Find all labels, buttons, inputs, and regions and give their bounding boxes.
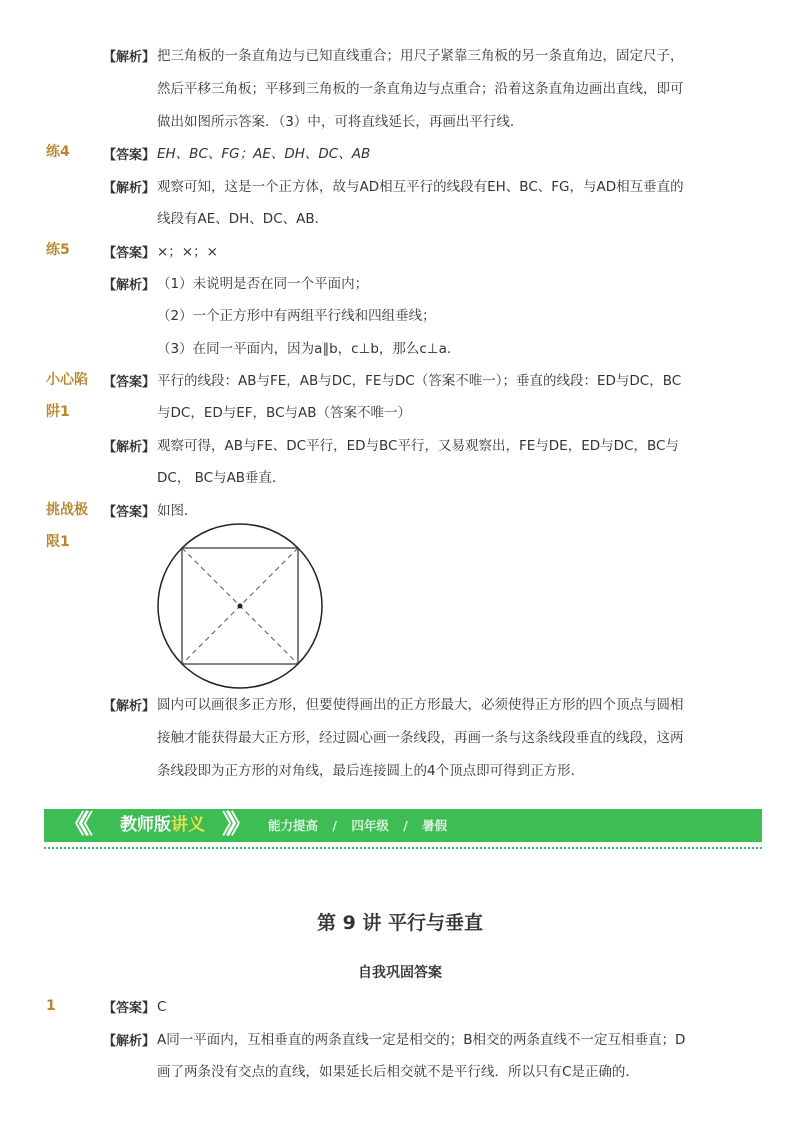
answer-label: 【答案】 — [103, 1001, 156, 1016]
analysis-line: 接触才能获得最大正方形，经过圆心画一条线段，再画一条与这条线段垂直的线段，这两 — [157, 730, 684, 746]
answer-label: 【答案】 — [103, 148, 156, 163]
answer-text: ×；×；× — [157, 244, 218, 260]
breadcrumb-separator: / — [403, 818, 408, 833]
chapter-title: 第 9 讲 平行与垂直 — [316, 912, 484, 934]
answer-label: 【答案】 — [103, 246, 156, 261]
exercise-number: 练4 — [46, 144, 70, 160]
question-number: 1 — [46, 998, 56, 1014]
chapter-subtitle: 自我巩固答案 — [358, 965, 442, 981]
analysis-line: 观察可知，这是一个正方体，故与AD相互平行的线段有EH、BC、FG，与AD相互垂直的 — [157, 179, 684, 195]
analysis-line: （3）在同一平面内，因为a∥b，c⊥b，那么c⊥a. — [157, 341, 452, 357]
analysis-line: 把三角板的一条直角边与已知直线重合；用尺子紧靠三角板的另一条直角边，固定尺子， — [157, 48, 684, 64]
analysis-line: A同一平面内，互相垂直的两条直线一定是相交的；B相交的两条直线不一定互相垂直；D — [157, 1032, 686, 1048]
analysis-line: 圆内可以画很多正方形，但要使得画出的正方形最大，必须使得正方形的四个顶点与圆相 — [157, 697, 684, 713]
exercise-number: 限1 — [46, 534, 70, 550]
answer-line: 平行的线段：AB与FE，AB与DC，FE与DC（答案不唯一）；垂直的线段：ED与DC，BC — [157, 373, 682, 389]
breadcrumb-item: 四年级 — [351, 818, 389, 833]
answer-label: 【答案】 — [103, 375, 156, 390]
answer-text: 如图． — [157, 503, 198, 519]
exercise-number: 阱1 — [46, 404, 70, 420]
analysis-line: 画了两条没有交点的直线，如果延长后相交就不是平行线．所以只有C是正确的． — [157, 1064, 639, 1080]
analysis-line: 然后平移三角板；平移到三角板的一条直角边与点重合；沿着这条直角边画出直线，即可 — [157, 81, 684, 97]
answer-text: C — [157, 999, 167, 1015]
answer-line: 与DC，ED与EF，BC与AB（答案不唯一） — [157, 405, 411, 421]
analysis-label: 【解析】 — [103, 278, 156, 293]
exercise-number: 挑战极 — [46, 502, 88, 518]
analysis-line: 线段有AE、DH、DC、AB． — [157, 211, 329, 227]
inscribed-square-figure — [152, 521, 324, 693]
analysis-line: （1）未说明是否在同一个平面内； — [157, 276, 369, 292]
analysis-label: 【解析】 — [103, 50, 156, 65]
breadcrumb-separator: / — [332, 818, 337, 833]
banner-title-main: 教师版 — [120, 815, 171, 835]
analysis-line: 做出如图所示答案．（3）中，可将直线延长，再画出平行线. — [157, 114, 515, 130]
chevron-left-icon: 《《 — [62, 810, 86, 840]
banner-title — [120, 813, 205, 838]
analysis-label: 【解析】 — [103, 440, 156, 455]
breadcrumb-item: 能力提高 — [268, 818, 319, 833]
answer-text: EH、BC、FG；AE、DH、DC、AB — [157, 146, 371, 162]
analysis-line: （2）一个正方形中有两组平行线和四组垂线； — [157, 308, 436, 324]
analysis-label: 【解析】 — [103, 181, 156, 196]
analysis-label: 【解析】 — [103, 699, 156, 714]
answer-label: 【答案】 — [103, 505, 156, 520]
exercise-number: 练5 — [46, 242, 70, 258]
chevron-right-icon: 》》 — [222, 810, 246, 840]
breadcrumb — [268, 817, 457, 835]
center-point — [238, 604, 243, 609]
analysis-line: 观察可得，AB与FE、DC平行，ED与BC平行，又易观察出，FE与DE，ED与DC，BC与 — [157, 438, 679, 454]
analysis-label: 【解析】 — [103, 1034, 156, 1049]
analysis-line: 条线段即为正方形的对角线，最后连接圆上的4个顶点即可得到正方形． — [157, 763, 585, 779]
banner-title-accent: 讲义 — [171, 815, 205, 835]
exercise-number: 小心陷 — [46, 372, 88, 388]
analysis-line: DC， BC与AB垂直． — [157, 470, 286, 486]
breadcrumb-item: 暑假 — [422, 818, 448, 833]
dotted-divider — [44, 847, 762, 849]
